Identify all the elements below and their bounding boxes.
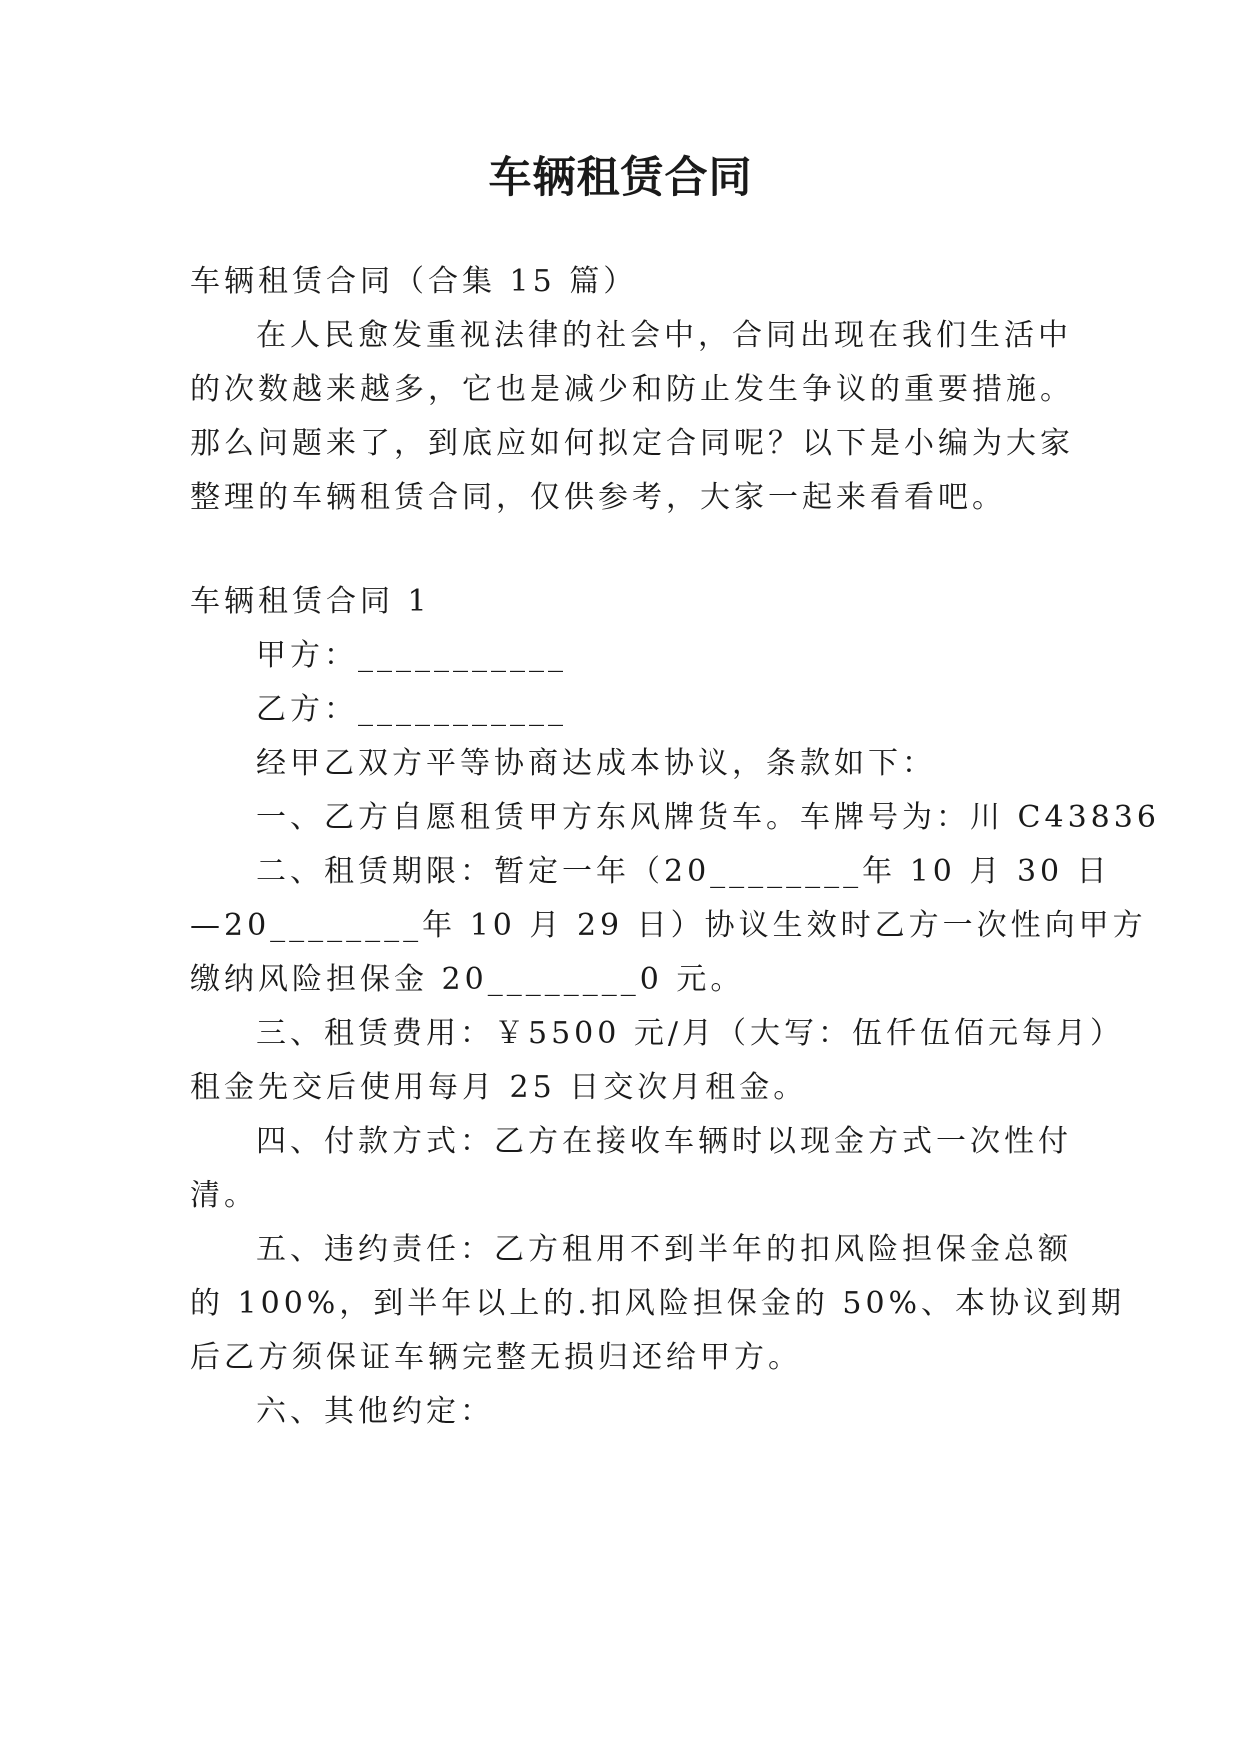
clause-3-line-1: 三、租赁费用：￥5500 元/月（大写：伍仟伍佰元每月） (256, 1016, 1124, 1051)
party-a-line: 甲方：___________ (256, 638, 567, 673)
clause-4-line-2: 清。 (190, 1178, 258, 1213)
intro-line-2: 的次数越来越多，它也是减少和防止发生争议的重要措施。 (190, 372, 1074, 407)
clause-6-line-1: 六、其他约定： (256, 1394, 494, 1429)
clause-3-line-2: 租金先交后使用每月 25 日交次月租金。 (190, 1070, 808, 1105)
clause-2-line-1: 二、租赁期限：暂定一年（20________年 10 月 30 日 (256, 854, 1111, 889)
intro-line-1: 在人民愈发重视法律的社会中，合同出现在我们生活中 (256, 318, 1072, 353)
clause-5-line-3: 后乙方须保证车辆完整无损归还给甲方。 (190, 1340, 802, 1375)
collection-heading: 车辆租赁合同（合集 15 篇） (190, 264, 638, 299)
intro-line-3: 那么问题来了，到底应如何拟定合同呢？以下是小编为大家 (190, 426, 1074, 461)
intro-line-4: 整理的车辆租赁合同，仅供参考，大家一起来看看吧。 (190, 480, 1006, 515)
clause-4-line-1: 四、付款方式：乙方在接收车辆时以现金方式一次性付 (256, 1124, 1072, 1159)
clause-5-line-2: 的 100%，到半年以上的.扣风险担保金的 50%、本协议到期 (190, 1286, 1126, 1321)
agreement-intro: 经甲乙双方平等协商达成本协议，条款如下： (256, 746, 936, 781)
party-b-line: 乙方：___________ (256, 692, 567, 727)
clause-5-line-1: 五、违约责任：乙方租用不到半年的扣风险担保金总额 (256, 1232, 1072, 1267)
clause-2-line-3: 缴纳风险担保金 20________0 元。 (190, 962, 745, 997)
document-title: 车辆租赁合同 (488, 153, 753, 203)
clause-2-line-2: —20________年 10 月 29 日）协议生效时乙方一次性向甲方 (190, 908, 1147, 943)
clause-1: 一、乙方自愿租赁甲方东风牌货车。车牌号为：川 C43836 (256, 800, 1160, 835)
contract-1-heading: 车辆租赁合同 1 (190, 584, 431, 619)
